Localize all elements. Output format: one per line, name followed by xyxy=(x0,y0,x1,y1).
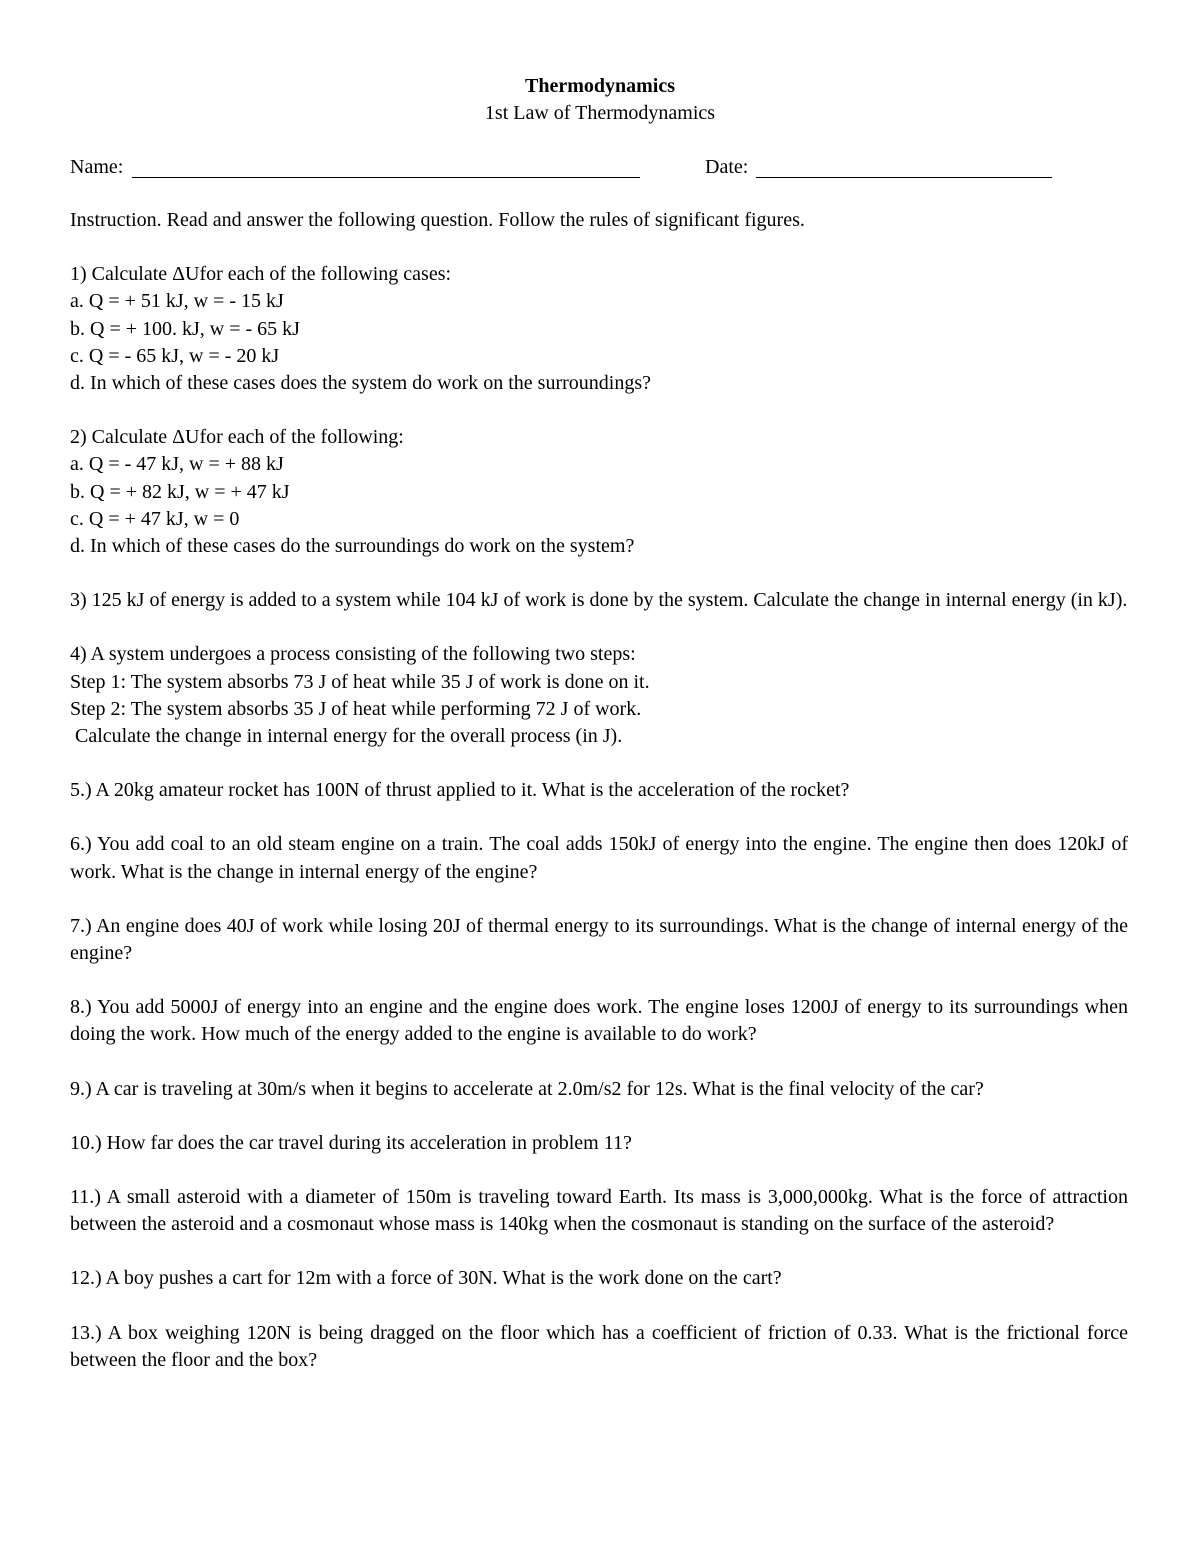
question-5 xyxy=(70,777,1128,804)
question-3-text: 3) 125 kJ of energy is added to a system while 104 kJ of work is done by the system. Calculate the change in internal energy (in kJ). xyxy=(70,589,1128,612)
question-4-ask: Calculate the change in internal energy for the overall process (in J). xyxy=(75,725,623,748)
worksheet-body xyxy=(70,207,1128,1401)
question-2-part-c: c. Q = + 47 kJ, w = 0 xyxy=(70,507,240,530)
name-date-row xyxy=(70,153,1060,183)
question-7 xyxy=(70,913,1128,967)
question-6-text: 6.) You add coal to an old steam engine on a train. The coal adds 150kJ of energy into the engine. The engine then does 120kJ of work. What is the change in internal energy of the engine? xyxy=(70,833,1128,883)
question-8 xyxy=(70,994,1128,1048)
question-1-stem: 1) Calculate ΔUfor each of the following cases: xyxy=(70,263,452,286)
question-2-part-a: a. Q = - 47 kJ, w = + 88 kJ xyxy=(70,453,284,476)
question-8-text: 8.) You add 5000J of energy into an engine and the engine does work. The engine loses 1200J of energy to its surroundings when doing the work. How much of the energy added to the engine is available to do work? xyxy=(70,996,1128,1046)
question-2 xyxy=(70,424,1128,560)
question-11-text: 11.) A small asteroid with a diameter of 150m is traveling toward Earth. Its mass is 3,000,000kg. What is the force of attraction between the asteroid and a cosmonaut whose mass is 140kg when the cosmonaut is standing on the surface of the asteroid? xyxy=(70,1186,1128,1236)
question-4-step-1: Step 1: The system absorbs 73 J of heat while 35 J of work is done on it. xyxy=(70,670,650,693)
question-13 xyxy=(70,1320,1128,1374)
question-10 xyxy=(70,1130,1128,1157)
question-4 xyxy=(70,641,1128,750)
page-title: Thermodynamics xyxy=(525,75,675,97)
question-2-part-b: b. Q = + 82 kJ, w = + 47 kJ xyxy=(70,480,290,503)
question-13-text: 13.) A box weighing 120N is being dragged on the floor which has a coefficient of friction of 0.33. What is the frictional force between the floor and the box? xyxy=(70,1321,1128,1371)
name-label: Name: xyxy=(70,156,124,178)
question-12-text: 12.) A boy pushes a cart for 12m with a force of 30N. What is the work done on the cart? xyxy=(70,1267,782,1290)
date-label: Date: xyxy=(705,156,749,178)
question-3 xyxy=(70,587,1128,614)
question-7-text: 7.) An engine does 40J of work while losing 20J of thermal energy to its surroundings. What is the change of internal energy of the engine? xyxy=(70,914,1128,965)
question-2-part-d: d. In which of these cases do the surroundings do work on the system? xyxy=(70,535,635,558)
question-5-text: 5.) A 20kg amateur rocket has 100N of thrust applied to it. What is the acceleration of the rocket? xyxy=(70,779,850,802)
question-1-part-b: b. Q = + 100. kJ, w = - 65 kJ xyxy=(70,317,300,340)
question-1-part-a: a. Q = + 51 kJ, w = - 15 kJ xyxy=(70,290,284,313)
question-1-part-c: c. Q = - 65 kJ, w = - 20 kJ xyxy=(70,344,280,367)
question-9 xyxy=(70,1076,1128,1103)
question-2-stem: 2) Calculate ΔUfor each of the following: xyxy=(70,426,404,449)
question-1 xyxy=(70,261,1128,397)
instruction-block xyxy=(70,207,1128,234)
instruction-text: Instruction. Read and answer the following question. Follow the rules of significant figures. xyxy=(70,209,805,231)
question-11 xyxy=(70,1184,1128,1238)
page-subtitle: 1st Law of Thermodynamics xyxy=(484,102,716,124)
question-1-part-d: d. In which of these cases does the system do work on the surroundings? xyxy=(70,372,651,395)
question-9-text: 9.) A car is traveling at 30m/s when it begins to accelerate at 2.0m/s2 for 12s. What is the final velocity of the car? xyxy=(70,1077,984,1100)
question-10-text: 10.) How far does the car travel during its acceleration in problem 11? xyxy=(70,1131,632,1154)
question-4-step-2: Step 2: The system absorbs 35 J of heat while performing 72 J of work. xyxy=(70,697,642,720)
question-6 xyxy=(70,831,1128,885)
question-12 xyxy=(70,1265,1128,1292)
name-blank-line xyxy=(132,177,640,178)
date-blank-line xyxy=(756,177,1052,178)
question-4-stem: 4) A system undergoes a process consisting of the following two steps: xyxy=(70,643,636,666)
